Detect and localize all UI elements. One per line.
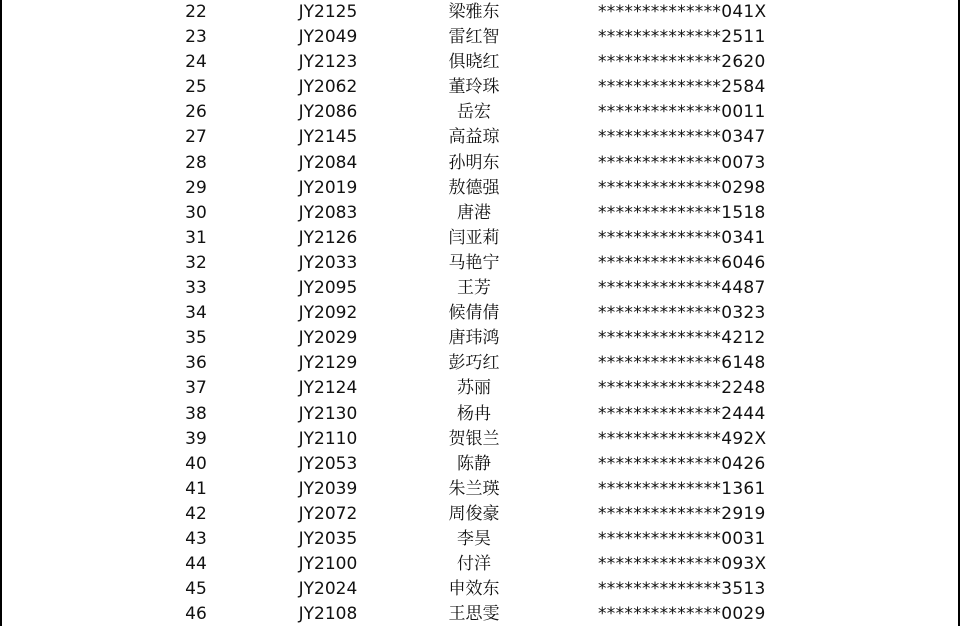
row-number-cell: 38 (185, 403, 207, 424)
name-cell: 俱晓红 (448, 52, 500, 73)
table-row (0, 50, 960, 75)
employee-code-cell: JY2124 (298, 378, 358, 399)
employee-code-cell: JY2130 (298, 403, 358, 424)
employee-code-cell: JY2035 (298, 528, 358, 549)
masked-id-cell: **************0347 (598, 127, 766, 148)
row-number-cell: 25 (185, 77, 207, 98)
table-row (0, 201, 960, 226)
employee-code-cell: JY2126 (298, 227, 358, 248)
masked-id-cell: **************093X (598, 554, 767, 575)
name-cell: 岳宏 (457, 102, 491, 123)
row-number-cell: 24 (185, 52, 207, 73)
name-cell: 陈静 (457, 453, 491, 474)
row-number-cell: 23 (185, 27, 207, 48)
row-number-cell: 30 (185, 202, 207, 223)
employee-code-cell: JY2145 (298, 127, 358, 148)
employee-code-cell: JY2033 (298, 252, 358, 273)
employee-code-cell: JY2110 (298, 428, 358, 449)
employee-code-cell: JY2125 (298, 2, 358, 22)
row-number-cell: 36 (185, 353, 207, 374)
table-row (0, 602, 960, 626)
employee-code-cell: JY2039 (298, 478, 358, 499)
name-cell: 李昊 (457, 528, 491, 549)
masked-id-cell: **************1518 (598, 202, 766, 223)
name-cell: 彭巧红 (448, 353, 500, 374)
masked-id-cell: **************0298 (598, 177, 766, 198)
masked-id-cell: **************0011 (598, 102, 766, 123)
table-row (0, 402, 960, 427)
table-row (0, 151, 960, 176)
name-cell: 孙明东 (448, 152, 500, 173)
masked-id-cell: **************2620 (598, 52, 766, 73)
employee-code-cell: JY2086 (298, 102, 358, 123)
masked-id-cell: **************492X (598, 428, 767, 449)
table-row (0, 577, 960, 602)
employee-code-cell: JY2083 (298, 202, 358, 223)
employee-code-cell: JY2062 (298, 77, 358, 98)
table-row (0, 376, 960, 401)
table-row (0, 326, 960, 351)
masked-id-cell: **************0073 (598, 152, 766, 173)
masked-id-cell: **************0031 (598, 528, 766, 549)
name-cell: 敖德强 (448, 177, 500, 198)
name-cell: 候倩倩 (448, 303, 500, 324)
masked-id-cell: **************2919 (598, 503, 766, 524)
table-row (0, 477, 960, 502)
masked-id-cell: **************6148 (598, 353, 766, 374)
employee-code-cell: JY2108 (298, 604, 358, 625)
name-cell: 唐玮鸿 (448, 328, 500, 349)
row-number-cell: 42 (185, 503, 207, 524)
masked-id-cell: **************3513 (598, 579, 766, 600)
employee-code-cell: JY2084 (298, 152, 358, 173)
employee-code-cell: JY2029 (298, 328, 358, 349)
name-cell: 马艳宁 (448, 252, 500, 273)
row-number-cell: 32 (185, 252, 207, 273)
row-number-cell: 28 (185, 152, 207, 173)
row-number-cell: 46 (185, 604, 207, 625)
name-cell: 梁雅东 (448, 2, 500, 22)
table-row (0, 251, 960, 276)
table-row (0, 452, 960, 477)
row-number-cell: 34 (185, 303, 207, 324)
table-row (0, 176, 960, 201)
masked-id-cell: **************2444 (598, 403, 766, 424)
table-row (0, 276, 960, 301)
table-row (0, 527, 960, 552)
masked-id-cell: **************0323 (598, 303, 766, 324)
row-number-cell: 33 (185, 278, 207, 299)
masked-id-cell: **************0426 (598, 453, 766, 474)
name-cell: 王芳 (457, 278, 491, 299)
row-number-cell: 35 (185, 328, 207, 349)
employee-code-cell: JY2072 (298, 503, 358, 524)
row-number-cell: 39 (185, 428, 207, 449)
employee-code-cell: JY2019 (298, 177, 358, 198)
row-number-cell: 45 (185, 579, 207, 600)
masked-id-cell: **************1361 (598, 478, 766, 499)
employee-code-cell: JY2092 (298, 303, 358, 324)
masked-id-cell: **************0029 (598, 604, 766, 625)
name-cell: 闫亚莉 (448, 227, 500, 248)
masked-id-cell: **************041X (598, 2, 767, 22)
table-row (0, 75, 960, 100)
table-row (0, 301, 960, 326)
masked-id-cell: **************2511 (598, 27, 766, 48)
table-row (0, 0, 960, 25)
name-cell: 贺银兰 (448, 428, 500, 449)
row-number-cell: 31 (185, 227, 207, 248)
name-cell: 董玲珠 (448, 77, 500, 98)
row-number-cell: 29 (185, 177, 207, 198)
name-cell: 唐港 (457, 202, 491, 223)
employee-code-cell: JY2123 (298, 52, 358, 73)
employee-code-cell: JY2100 (298, 554, 358, 575)
table-row (0, 100, 960, 125)
masked-id-cell: **************0341 (598, 227, 766, 248)
masked-id-cell: **************4487 (598, 278, 766, 299)
name-cell: 杨冉 (457, 403, 491, 424)
table-row (0, 125, 960, 150)
employee-code-cell: JY2095 (298, 278, 358, 299)
row-number-cell: 40 (185, 453, 207, 474)
employee-code-cell: JY2024 (298, 579, 358, 600)
name-cell: 周俊豪 (448, 503, 500, 524)
table-row (0, 502, 960, 527)
name-cell: 高益琼 (448, 127, 500, 148)
masked-id-cell: **************4212 (598, 328, 766, 349)
row-number-cell: 27 (185, 127, 207, 148)
row-number-cell: 26 (185, 102, 207, 123)
name-cell: 雷红智 (448, 27, 500, 48)
table-row (0, 226, 960, 251)
name-cell: 苏丽 (457, 378, 491, 399)
row-number-cell: 41 (185, 478, 207, 499)
table-row (0, 427, 960, 452)
masked-id-cell: **************2584 (598, 77, 766, 98)
table-row (0, 552, 960, 577)
masked-id-cell: **************2248 (598, 378, 766, 399)
row-number-cell: 22 (185, 2, 207, 22)
row-number-cell: 44 (185, 554, 207, 575)
table-row (0, 351, 960, 376)
name-cell: 朱兰瑛 (448, 478, 500, 499)
employee-code-cell: JY2053 (298, 453, 358, 474)
masked-id-cell: **************6046 (598, 252, 766, 273)
name-cell: 申效东 (448, 579, 500, 600)
table-row (0, 25, 960, 50)
row-number-cell: 37 (185, 378, 207, 399)
name-cell: 王思雯 (448, 604, 500, 625)
employee-code-cell: JY2129 (298, 353, 358, 374)
row-number-cell: 43 (185, 528, 207, 549)
name-cell: 付洋 (457, 554, 491, 575)
employee-code-cell: JY2049 (298, 27, 358, 48)
